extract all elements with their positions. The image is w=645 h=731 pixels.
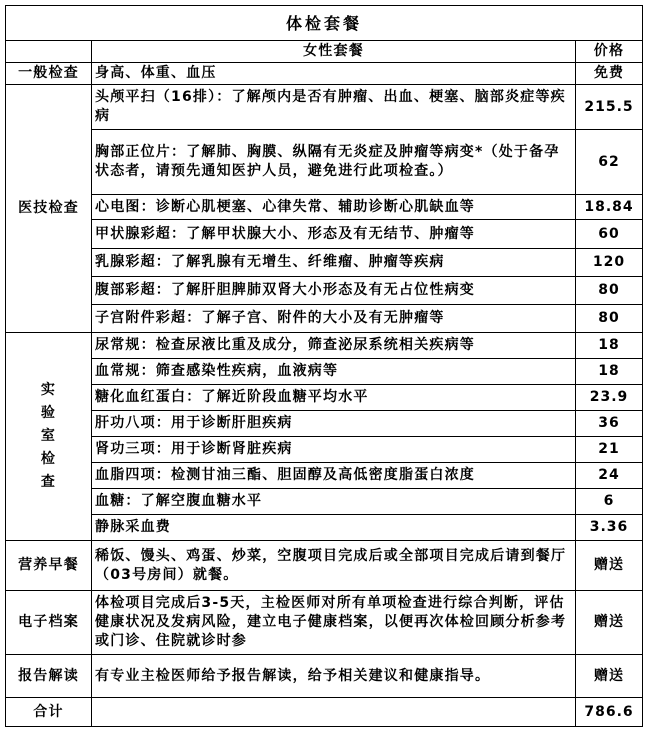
lab-item: 血糖：了解空腹血糖水平	[92, 489, 576, 515]
report-category: 报告解读	[6, 655, 92, 698]
table-row	[6, 411, 643, 437]
header-blank-cell	[6, 41, 92, 63]
lab-price: 24	[576, 463, 643, 489]
total-price: 786.6	[576, 698, 643, 727]
total-row	[6, 698, 643, 727]
report-price: 赠送	[576, 655, 643, 698]
table-row	[6, 220, 643, 249]
table-row	[6, 249, 643, 277]
table-row	[6, 463, 643, 489]
general-price: 免费	[576, 63, 643, 85]
medical-item: 乳腺彩超：了解乳腺有无增生、纤维瘤、肿瘤等疾病	[92, 249, 576, 277]
medical-price: 215.5	[576, 85, 643, 130]
lab-category-char: 室	[40, 428, 57, 444]
medical-category: 医技检查	[6, 85, 92, 333]
records-item: 体检项目完成后3-5天，主检医师对所有单项检查进行综合判断，评估健康状况及发病风险，建立电子健康档案，以便再次体检回顾分析参考或门诊、住院就诊时参	[92, 591, 576, 655]
lab-item: 尿常规：检查尿液比重及成分，筛查泌尿系统相关疾病等	[92, 333, 576, 359]
medical-price: 18.84	[576, 195, 643, 220]
lab-item: 糖化血红蛋白：了解近阶段血糖平均水平	[92, 385, 576, 411]
lab-category-char: 检	[40, 451, 57, 467]
medical-price: 120	[576, 249, 643, 277]
lab-category-char: 实	[40, 382, 57, 398]
lab-item: 血脂四项：检测甘油三酯、胆固醇及高低密度脂蛋白浓度	[92, 463, 576, 489]
records-row	[6, 591, 643, 655]
lab-category-char: 查	[40, 474, 57, 490]
table-title: 体检套餐	[6, 6, 643, 41]
table-row	[6, 305, 643, 333]
lab-item: 肾功三项：用于诊断肾脏疾病	[92, 437, 576, 463]
checkup-package-table	[5, 5, 643, 727]
breakfast-item: 稀饭、馒头、鸡蛋、炒菜，空腹项目完成后或全部项目完成后请到餐厅（03号房间）就餐。	[92, 541, 576, 591]
report-row	[6, 655, 643, 698]
total-label: 合计	[6, 698, 92, 727]
medical-item: 腹部彩超：了解肝胆脾肺双肾大小形态及有无占位性病变	[92, 277, 576, 305]
package-header: 女性套餐	[92, 41, 576, 63]
lab-price: 21	[576, 437, 643, 463]
lab-price: 18	[576, 333, 643, 359]
lab-item: 静脉采血费	[92, 515, 576, 541]
lab-item: 血常规：筛查感染性疾病，血液病等	[92, 359, 576, 385]
medical-item: 甲状腺彩超：了解甲状腺大小、形态及有无结节、肿瘤等	[92, 220, 576, 249]
price-header: 价格	[576, 41, 643, 63]
lab-price: 6	[576, 489, 643, 515]
medical-item: 胸部正位片：了解肺、胸膜、纵隔有无炎症及肿瘤等病变*（处于备孕状态者，请预先通知医护人员，避免进行此项检查。）	[92, 130, 576, 195]
lab-category-char: 验	[40, 405, 57, 421]
medical-price: 60	[576, 220, 643, 249]
general-row	[6, 63, 643, 85]
breakfast-price: 赠送	[576, 541, 643, 591]
lab-item: 肝功八项：用于诊断肝胆疾病	[92, 411, 576, 437]
lab-price: 36	[576, 411, 643, 437]
medical-item: 心电图：诊断心肌梗塞、心律失常、辅助诊断心肌缺血等	[92, 195, 576, 220]
table-row	[6, 130, 643, 195]
table-row	[6, 195, 643, 220]
table-row	[6, 277, 643, 305]
total-blank-cell	[92, 698, 576, 727]
records-category: 电子档案	[6, 591, 92, 655]
medical-item: 子宫附件彩超：了解子宫、附件的大小及有无肿瘤等	[92, 305, 576, 333]
table-row	[6, 515, 643, 541]
records-price: 赠送	[576, 591, 643, 655]
header-row	[6, 41, 643, 63]
medical-item: 头颅平扫（16排）：了解颅内是否有肿瘤、出血、梗塞、脑部炎症等疾病	[92, 85, 576, 130]
lab-price: 3.36	[576, 515, 643, 541]
general-category: 一般检查	[6, 63, 92, 85]
medical-price: 80	[576, 305, 643, 333]
table-row	[6, 489, 643, 515]
medical-price: 62	[576, 130, 643, 195]
table-row	[6, 333, 643, 359]
table-row	[6, 385, 643, 411]
general-item: 身高、体重、血压	[92, 63, 576, 85]
title-row	[6, 6, 643, 41]
medical-price: 80	[576, 277, 643, 305]
table-row	[6, 359, 643, 385]
table-row	[6, 85, 643, 130]
breakfast-category: 营养早餐	[6, 541, 92, 591]
lab-category	[6, 333, 92, 541]
lab-price: 23.9	[576, 385, 643, 411]
table-row	[6, 437, 643, 463]
lab-price: 18	[576, 359, 643, 385]
report-item: 有专业主检医师给予报告解读，给予相关建议和健康指导。	[92, 655, 576, 698]
breakfast-row	[6, 541, 643, 591]
